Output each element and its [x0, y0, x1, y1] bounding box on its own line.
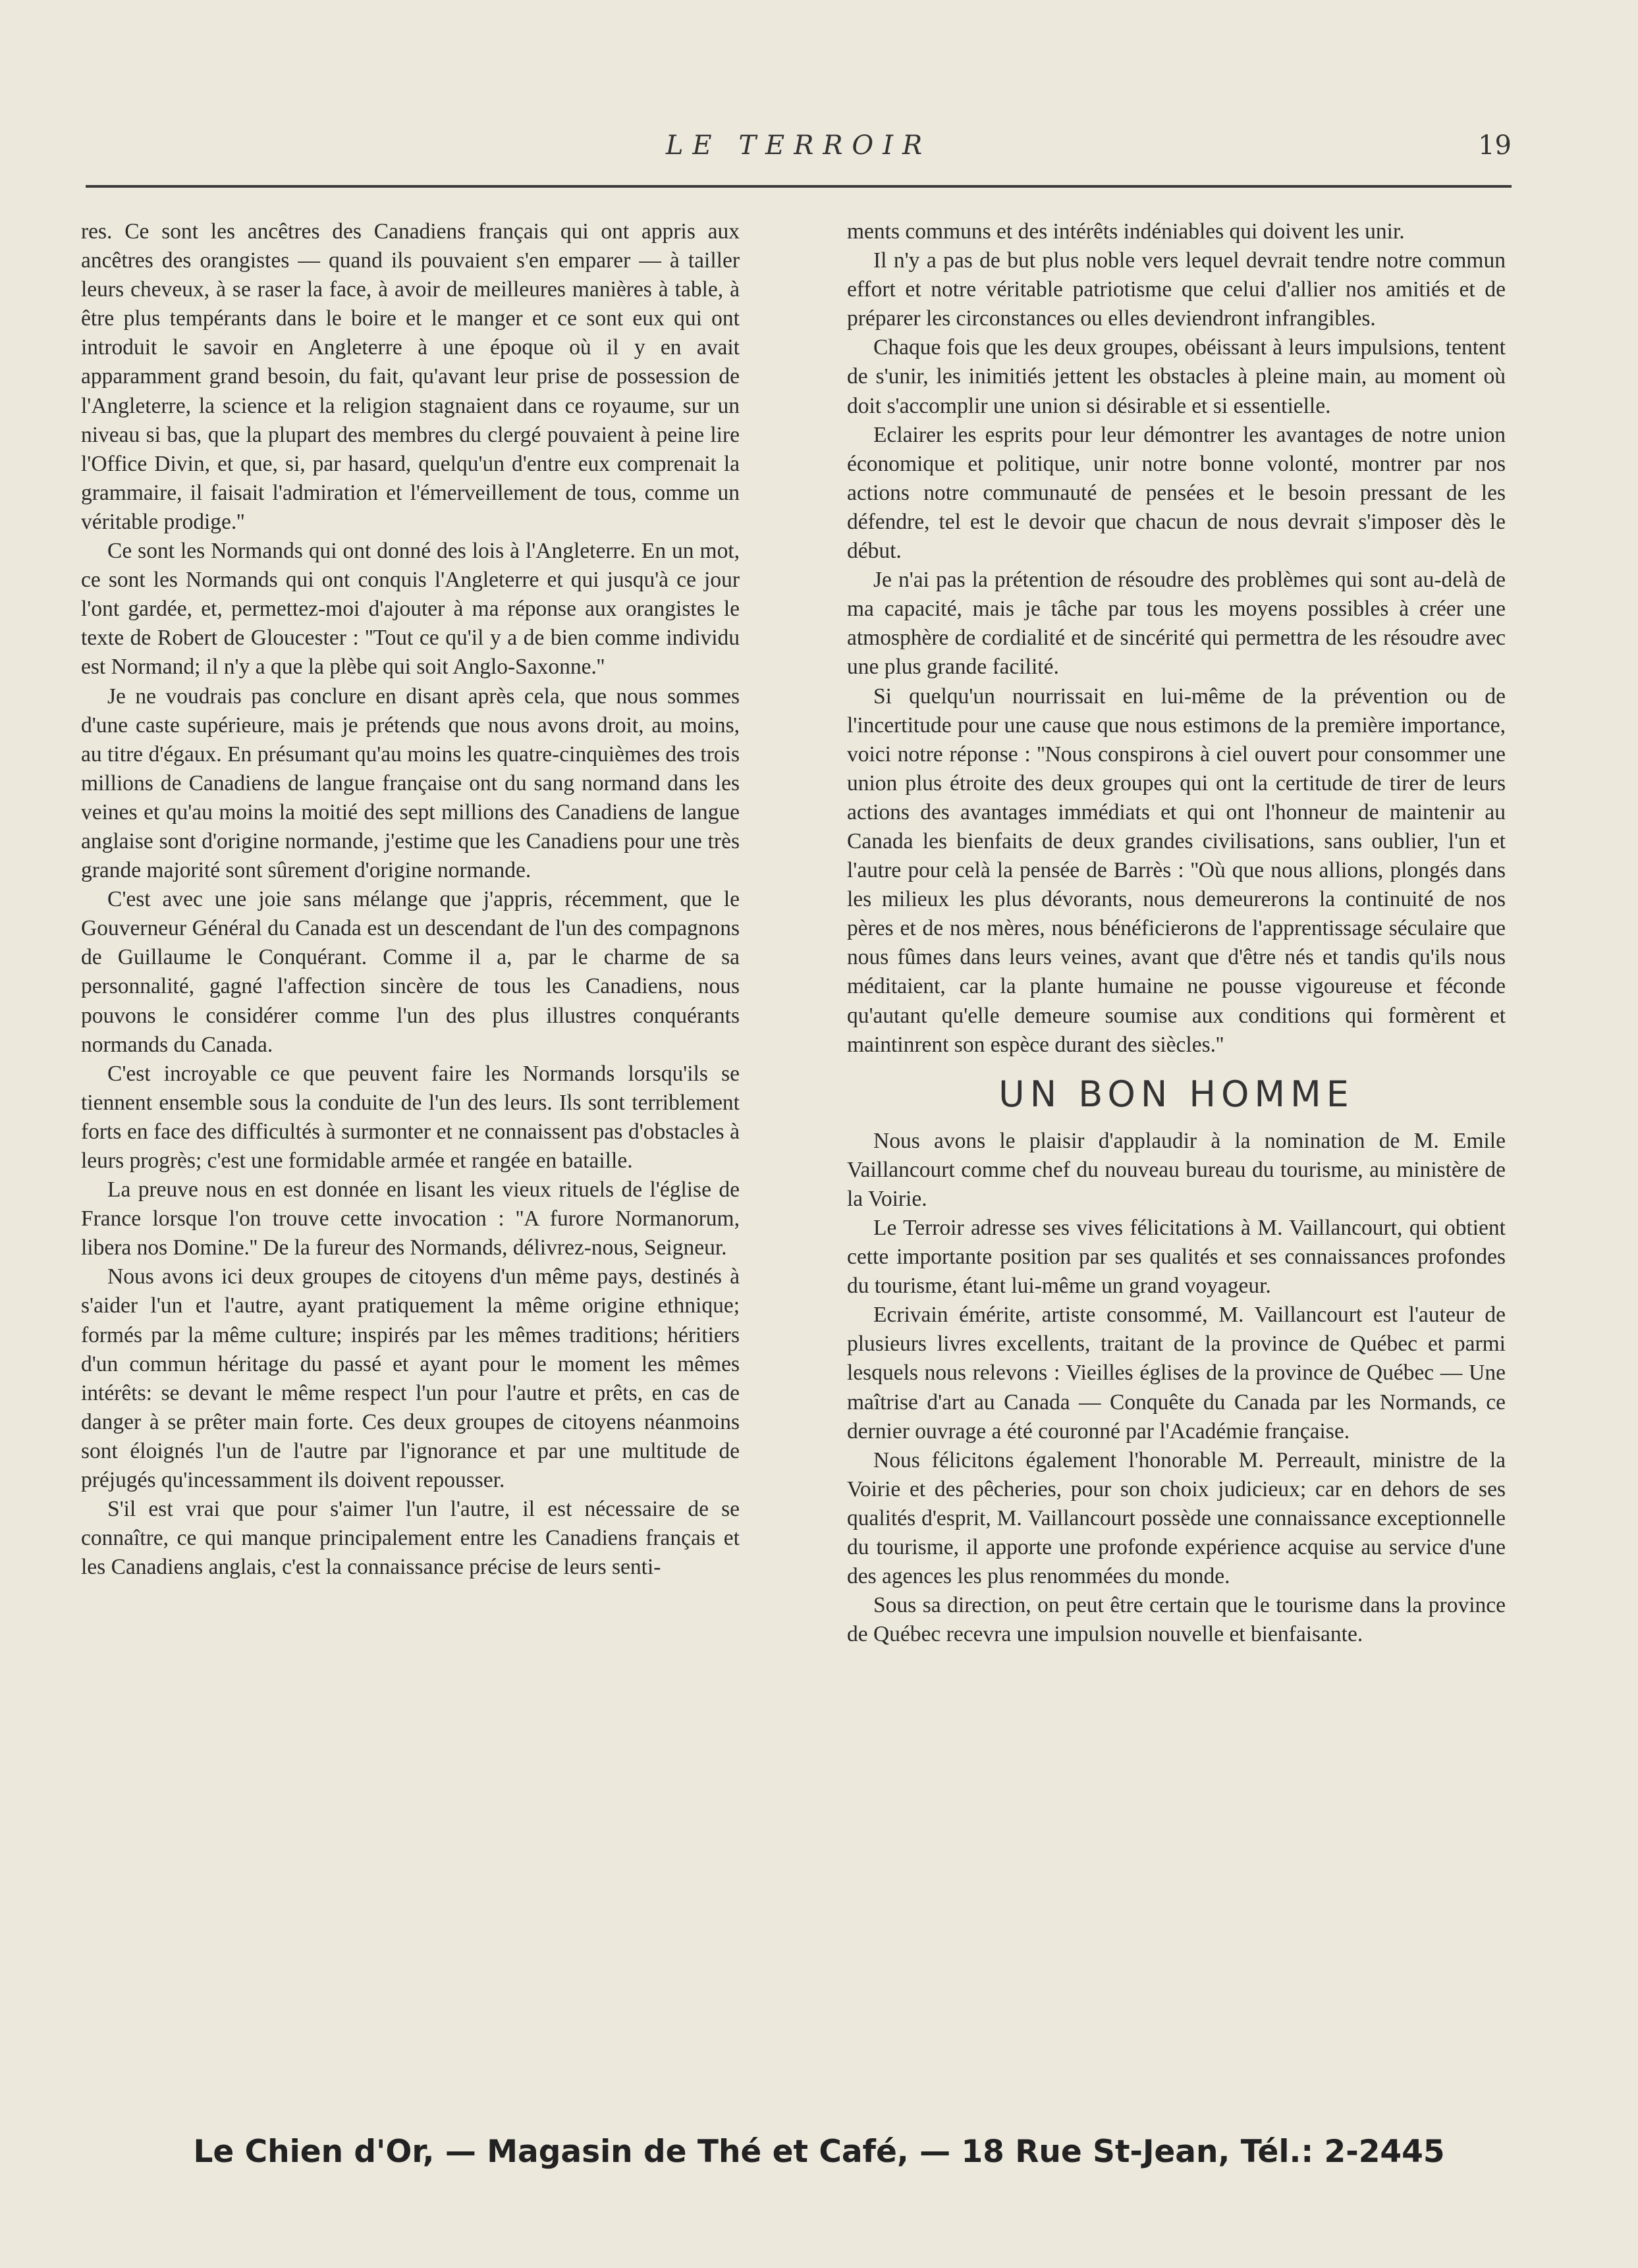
- running-title: LE TERROIR: [665, 130, 932, 161]
- paragraph: La preuve nous en est donnée en lisant les vieux rituels de l'église de France lorsque l'on trouve cette invocation : ''A furore Normanorum, libera nos Domine.'' De la fureur des Normands, délivrez-nous, Seigneur.: [81, 1177, 740, 1260]
- paragraph: Ecrivain émérite, artiste consommé, M. Vaillancourt est l'auteur de plusieurs livres excellents, traitant de la province de Québec et parmi lesquels nous relevons : Vieilles églises de la province de Québec — Une maîtrise d'art au Canada — Conquête du Canada par les Normands, ce dernier ouvrage a été couronné par l'Académie française.: [847, 1303, 1506, 1444]
- paragraph: ments communs et des intérêts indéniables qui doivent les unir.: [847, 219, 1405, 244]
- paragraph: Ce sont les Normands qui ont donné des lois à l'Angleterre. En un mot, ce sont les Normands qui ont conquis l'Angleterre et qui jusqu'à ce jour l'ont gardée, et, permettez-moi d'ajouter à ma réponse aux orangistes le texte de Robert de Gloucester : ''Tout ce qu'il y a de bien comme individu est Normand; il n'y a que la plèbe qui soit Anglo-Saxonne.'': [81, 539, 740, 680]
- paragraph: C'est avec une joie sans mélange que j'appris, récemment, que le Gouverneur Général du Canada est un descendant de l'un des compagnons de Guillaume le Conquérant. Comme il a, par le charme de sa personnalité, gagné l'affection sincère de tous les Canadiens, nous pouvons le considérer comme l'un des plus illustres conquérants normands du Canada.: [81, 887, 740, 1057]
- header-rule: [86, 185, 1512, 188]
- page-header: [86, 125, 1512, 171]
- left-column: [81, 217, 740, 1582]
- section-title: UN BON HOMME: [998, 1073, 1354, 1115]
- paragraph: Le Terroir adresse ses vives félicitations à M. Vaillancourt, qui obtient cette importante position par ses qualités et ses connaissances profondes du tourisme, étant lui-même un grand voyageur.: [847, 1216, 1506, 1299]
- paragraph: Nous avons ici deux groupes de citoyens d'un même pays, destinés à s'aider l'un et l'autre, ayant pratiquement la même origine ethnique; formés par la même culture; inspirés par les mêmes traditions; héritiers d'un commun héritage du passé et ayant pour le moment les mêmes intérêts: se devant le même respect l'un pour l'autre et prêts, en cas de danger à se prêter main forte. Ces deux groupes de citoyens néanmoins sont éloignés l'un de l'autre par l'ignorance et par une multitude de préjugés qu'incessamment ils doivent repousser.: [81, 1264, 740, 1493]
- paragraph: Sous sa direction, on peut être certain que le tourisme dans la province de Québec recevra une impulsion nouvelle et bienfaisante.: [847, 1593, 1506, 1647]
- paragraph: Nous félicitons également l'honorable M. Perreault, ministre de la Voirie et des pêcheries, pour son choix judicieux; car en dehors de ses qualités d'esprit, M. Vaillancourt possède une connaissance exceptionnelle du tourisme, il apporte une profonde expérience acquise au service d'une des agences les plus renommées du monde.: [847, 1447, 1506, 1589]
- paragraph: Chaque fois que les deux groupes, obéissant à leurs impulsions, tentent de s'unir, les inimitiés jettent les obstacles à pleine main, au moment où doit s'accomplir une union si désirable et si essentielle.: [847, 335, 1506, 418]
- right-column: [847, 217, 1506, 1649]
- paragraph: Je n'ai pas la prétention de résoudre des problèmes qui sont au-delà de ma capacité, mais je tâche par tous les moyens possibles à créer une atmosphère de cordialité et de sincérité qui permettra de les résoudre avec une plus grande facilité.: [847, 568, 1506, 680]
- paragraph: C'est incroyable ce que peuvent faire les Normands lorsqu'ils se tiennent ensemble sous la conduite de l'un des leurs. Ils sont terriblement forts en face des difficultés à surmonter et ne connaissent pas d'obstacles à leurs progrès; c'est une formidable armée et rangée en bataille.: [81, 1061, 740, 1173]
- footer-advertisement: Le Chien d'Or, — Magasin de Thé et Café, — 18 Rue St-Jean, Tél.: 2-2445: [193, 2134, 1445, 2170]
- paragraph: Je ne voudrais pas conclure en disant après cela, que nous sommes d'une caste supérieure, mais je prétends que nous avons droit, au moins, au titre d'égaux. En présumant qu'au moins les quatre-cinquièmes des trois millions de Canadiens de langue française ont du sang normand dans les veines et qu'au moins la moitié des sept millions des Canadiens de langue anglaise sont d'origine normande, j'estime que les Canadiens pour une très grande majorité sont sûrement d'origine normande.: [81, 684, 740, 883]
- paragraph: Si quelqu'un nourrissait en lui-même de la prévention ou de l'incertitude pour une cause que nous estimons de la première importance, voici notre réponse : ''Nous conspirons à ciel ouvert pour consommer une union plus étroite des deux groupes qui ont la certitude de tirer de leurs actions des avantages immédiats et qui ont l'honneur de maintenir au Canada les bienfaits de deux grandes civilisations, sans oublier, l'un et l'autre pour celà la pensée de Barrès : ''Où que nous allions, plongés dans les milieux les plus dévorants, nous demeurerons la continuité de nos pères et de nos mères, nous bénéficierons de l'apprentissage séculaire que nous fûmes dans leurs veines, avant que d'être nés et tandis qu'ils nous méditaient, car la plante humaine ne pousse vigoureuse et féconde qu'autant qu'elle demeure soumise aux conditions qui formèrent et maintinrent son espèce durant des siècles.'': [847, 684, 1506, 1057]
- paragraph: Eclairer les esprits pour leur démontrer les avantages de notre union économique et politique, unir notre bonne volonté, montrer par nos actions notre communauté de pensées et le besoin pressant de les défendre, tel est le devoir que chacun de nous devrait s'imposer dès le début.: [847, 422, 1506, 564]
- paragraph: Il n'y a pas de but plus noble vers lequel devrait tendre notre commun effort et notre véritable patriotisme que celui d'allier nos amitiés et de préparer les circonstances ou elles deviendront infrangibles.: [847, 248, 1506, 331]
- paragraph: res. Ce sont les ancêtres des Canadiens français qui ont appris aux ancêtres des orangistes — quand ils pouvaient s'en emparer — à tailler leurs cheveux, à se raser la face, à avoir de meilleures manières à table, à être plus tempérants dans le boire et le manger et ce sont eux qui ont introduit le savoir en Angleterre à une époque où il y en avait apparamment grand besoin, du fait, qu'avant leur prise de possession de l'Angleterre, la science et la religion stagnaient dans ce royaume, sur un niveau si bas, que la plupart des membres du clergé pouvaient à peine lire l'Office Divin, et que, si, par hasard, quelqu'un d'entre eux comprenait la grammaire, il faisait l'admiration et l'émerveillement de tous, comme un véritable prodige.'': [81, 219, 740, 534]
- paragraph: Nous avons le plaisir d'applaudir à la nomination de M. Emile Vaillancourt comme chef du nouveau bureau du tourisme, au ministère de la Voirie.: [847, 1128, 1506, 1211]
- paragraph: S'il est vrai que pour s'aimer l'un l'autre, il est nécessaire de se connaître, ce qui manque principalement entre les Canadiens français et les Canadiens anglais, c'est la connaissance précise de leurs senti-: [81, 1497, 740, 1580]
- page-number: 19: [1478, 130, 1512, 161]
